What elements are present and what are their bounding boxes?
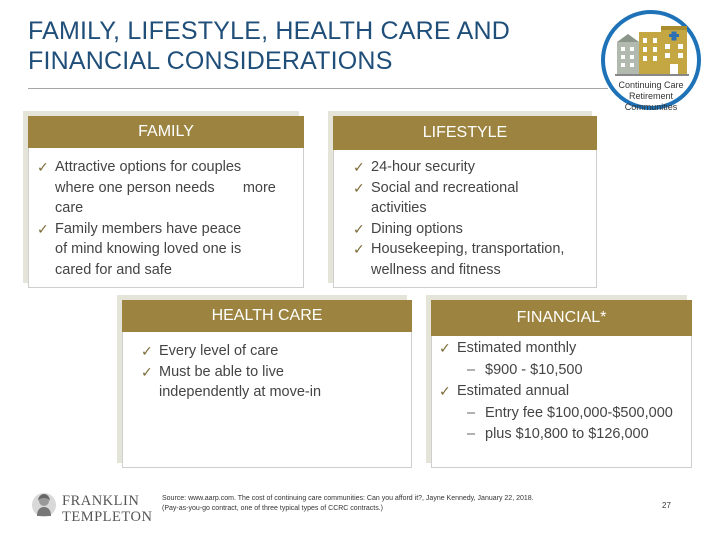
sub-list-item-text: $900 - $10,500	[485, 361, 583, 378]
building-icon	[613, 20, 697, 80]
checkmark-icon: ✓	[439, 383, 451, 399]
financial-heading: FINANCIAL*	[431, 300, 692, 336]
list-item	[353, 219, 593, 240]
list-item	[439, 381, 694, 403]
checkmark-icon: ✓	[141, 343, 153, 359]
list-item	[141, 362, 406, 403]
checkmark-icon: ✓	[353, 179, 365, 196]
badge-label-line: Communities	[624, 102, 678, 112]
list-item-line: Every level of care	[159, 343, 279, 359]
checkmark-icon: ✓	[439, 340, 451, 356]
sub-list-item	[439, 403, 694, 425]
checkmark-icon: ✓	[37, 159, 49, 175]
list-item-line: Estimated monthly	[457, 340, 577, 356]
source-line: (Pay-as-you-go contract, one of three typical types of CCRC contracts.)	[162, 505, 383, 512]
list-item-line: Attractive options for couples	[55, 159, 242, 175]
checkmark-icon: ✓	[37, 220, 49, 237]
list-item-line: Housekeeping, transportation,	[371, 241, 565, 257]
family-heading: FAMILY	[28, 116, 304, 148]
dash-icon: –	[467, 404, 476, 421]
sub-list-item	[439, 424, 694, 446]
dash-icon: –	[467, 361, 476, 378]
dash-icon: –	[467, 426, 476, 442]
badge-label-line: Continuing Care	[618, 80, 684, 90]
page-title-line-2: FINANCIAL CONSIDERATIONS	[28, 47, 393, 75]
badge-label	[609, 80, 693, 113]
checkmark-icon: ✓	[353, 220, 365, 237]
financial-list	[439, 338, 694, 446]
sub-list-item-text: plus $10,800 to $126,000	[485, 426, 649, 442]
list-item	[353, 157, 593, 178]
checkmark-icon: ✓	[353, 159, 365, 175]
list-item-line: 24-hour security	[371, 159, 475, 175]
list-item-line: care	[55, 200, 84, 216]
health-heading: HEALTH CARE	[122, 300, 412, 332]
lifestyle-heading: LIFESTYLE	[333, 116, 597, 150]
checkmark-icon: ✓	[141, 363, 153, 380]
franklin-templeton-logo	[62, 493, 152, 525]
franklin-portrait-icon	[30, 492, 58, 518]
family-list	[37, 157, 299, 280]
title-divider	[28, 88, 608, 89]
logo-line: FRANKLIN	[62, 493, 140, 509]
page-number: 27	[662, 501, 671, 510]
ccrc-badge	[601, 10, 701, 110]
page-title-line-1: FAMILY, LIFESTYLE, HEALTH CARE AND	[28, 17, 510, 45]
list-item-line: Must be able to live	[159, 363, 284, 380]
list-item-line: Social and recreational	[371, 179, 519, 196]
list-item-line: Dining options	[371, 220, 463, 237]
list-item	[141, 341, 406, 362]
list-item	[37, 157, 299, 219]
checkmark-icon: ✓	[353, 241, 365, 257]
source-note	[162, 494, 622, 514]
list-item	[353, 178, 593, 219]
badge-label-line: Retirement	[628, 91, 673, 101]
list-item-line: Estimated annual	[457, 383, 570, 399]
source-line: Source: www.aarp.com. The cost of continuing care communities: Can you afford it?, Jayne Kennedy, January 22, 2018.	[162, 495, 534, 502]
list-item	[439, 338, 694, 360]
lifestyle-list	[353, 157, 593, 280]
list-item-line: of mind knowing loved one is	[55, 241, 242, 257]
list-item-line: where one person needs more	[55, 179, 276, 196]
list-item-line: Family members have peace	[55, 220, 242, 237]
list-item-line: activities	[371, 200, 427, 216]
logo-line: TEMPLETON	[62, 509, 153, 525]
list-item-line: independently at move-in	[159, 384, 322, 400]
sub-list-item-text: Entry fee $100,000-$500,000	[485, 404, 673, 421]
list-item-line: wellness and fitness	[371, 261, 501, 278]
health-list	[141, 341, 406, 403]
page-title	[28, 16, 598, 76]
list-item	[353, 239, 593, 280]
sub-list-item	[439, 360, 694, 382]
list-item	[37, 219, 299, 281]
list-item-line: cared for and safe	[55, 261, 172, 278]
